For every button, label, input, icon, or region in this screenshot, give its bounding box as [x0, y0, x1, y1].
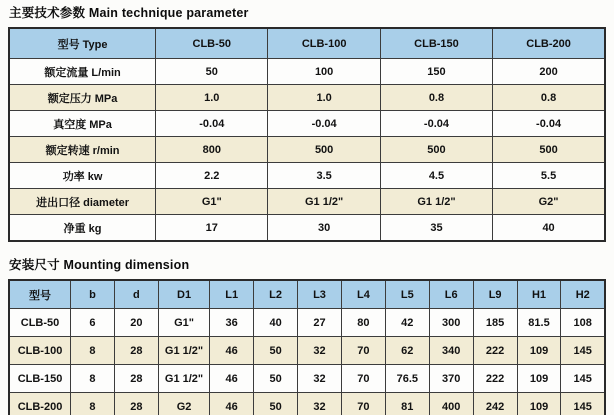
parameter-row: [9, 163, 605, 189]
dimension-value-cell: 27: [298, 309, 342, 337]
dimension-header-cell: L2: [254, 280, 298, 309]
dimension-value-cell: 109: [517, 337, 561, 365]
dimension-header-cell: L9: [473, 280, 517, 309]
dimension-value-cell: G1 1/2": [158, 365, 209, 393]
parameter-value-cell: 150: [380, 59, 492, 85]
dimension-value-cell: 242: [473, 393, 517, 415]
model-header-cell: CLB-150: [380, 28, 492, 59]
dimension-value-cell: 109: [517, 365, 561, 393]
parameter-value-cell: G1 1/2": [380, 189, 492, 215]
dimension-value-cell: 400: [429, 393, 473, 415]
parameter-value-cell: -0.04: [493, 111, 605, 137]
model-header-cell: CLB-50: [156, 28, 268, 59]
model-header-cell: CLB-200: [493, 28, 605, 59]
dimension-value-cell: G1 1/2": [158, 337, 209, 365]
dimension-row: [9, 337, 605, 365]
parameter-value-cell: 30: [268, 215, 380, 242]
parameter-value-cell: 1.0: [156, 85, 268, 111]
parameter-label-cell: 额定转速 r/min: [9, 137, 156, 163]
dimension-value-cell: 108: [561, 309, 605, 337]
parameter-label-cell: 功率 kw: [9, 163, 156, 189]
dimension-value-cell: 8: [71, 365, 115, 393]
dimension-row: [9, 365, 605, 393]
dimension-value-cell: 46: [210, 337, 254, 365]
dimension-value-cell: 28: [114, 393, 158, 415]
technique-parameter-table-body: [9, 59, 605, 242]
mounting-dimension-title: 安装尺寸 Mounting dimension: [9, 258, 190, 272]
parameter-value-cell: 500: [493, 137, 605, 163]
dimension-value-cell: 32: [298, 337, 342, 365]
parameter-value-cell: G1": [156, 189, 268, 215]
parameter-value-cell: 35: [380, 215, 492, 242]
dimension-value-cell: 40: [254, 309, 298, 337]
model-header-cell: CLB-100: [268, 28, 380, 59]
dimension-value-cell: 222: [473, 337, 517, 365]
dimension-value-cell: 222: [473, 365, 517, 393]
dimension-row: [9, 309, 605, 337]
dimension-value-cell: 20: [114, 309, 158, 337]
parameter-value-cell: 50: [156, 59, 268, 85]
parameter-label-cell: 额定流量 L/min: [9, 59, 156, 85]
dimension-value-cell: 80: [341, 309, 385, 337]
dimension-value-cell: G1": [158, 309, 209, 337]
dimension-value-cell: 8: [71, 393, 115, 415]
mounting-dimension-table: [8, 279, 606, 415]
dimension-value-cell: 300: [429, 309, 473, 337]
parameter-value-cell: G2": [493, 189, 605, 215]
dimension-value-cell: 76.5: [385, 365, 429, 393]
dimension-value-cell: 42: [385, 309, 429, 337]
parameter-row: [9, 111, 605, 137]
dimension-value-cell: 32: [298, 393, 342, 415]
parameter-value-cell: 100: [268, 59, 380, 85]
parameter-value-cell: 2.2: [156, 163, 268, 189]
dimension-value-cell: 340: [429, 337, 473, 365]
dimension-row: [9, 393, 605, 415]
dimension-value-cell: G2: [158, 393, 209, 415]
dimension-value-cell: 36: [210, 309, 254, 337]
dimension-value-cell: 50: [254, 393, 298, 415]
dimension-value-cell: 70: [341, 337, 385, 365]
parameter-value-cell: -0.04: [268, 111, 380, 137]
parameter-label-cell: 净重 kg: [9, 215, 156, 242]
model-name-cell: CLB-150: [9, 365, 71, 393]
parameter-value-cell: 0.8: [380, 85, 492, 111]
parameter-value-cell: -0.04: [380, 111, 492, 137]
dimension-header-cell: L1: [210, 280, 254, 309]
dimension-value-cell: 109: [517, 393, 561, 415]
dimension-header-cell: H1: [517, 280, 561, 309]
dimension-value-cell: 185: [473, 309, 517, 337]
parameter-value-cell: 17: [156, 215, 268, 242]
dimension-header-cell: L6: [429, 280, 473, 309]
dimension-header-cell: L5: [385, 280, 429, 309]
dimension-value-cell: 32: [298, 365, 342, 393]
parameter-value-cell: G1 1/2": [268, 189, 380, 215]
model-name-cell: CLB-100: [9, 337, 71, 365]
parameter-value-cell: 4.5: [380, 163, 492, 189]
technique-parameter-table: [8, 27, 606, 242]
dimension-value-cell: 8: [71, 337, 115, 365]
dimension-value-cell: 50: [254, 337, 298, 365]
parameter-value-cell: 0.8: [493, 85, 605, 111]
parameter-label-cell: 进出口径 diameter: [9, 189, 156, 215]
technique-parameter-title: 主要技术参数 Main technique parameter: [9, 6, 249, 20]
dimension-value-cell: 46: [210, 365, 254, 393]
parameter-value-cell: -0.04: [156, 111, 268, 137]
dimension-value-cell: 370: [429, 365, 473, 393]
model-name-cell: CLB-50: [9, 309, 71, 337]
parameter-value-cell: 1.0: [268, 85, 380, 111]
parameter-row: [9, 189, 605, 215]
dimension-header-cell: b: [71, 280, 115, 309]
parameter-value-cell: 800: [156, 137, 268, 163]
dimension-value-cell: 6: [71, 309, 115, 337]
model-column-header-cell: 型号: [9, 280, 71, 309]
parameter-value-cell: 3.5: [268, 163, 380, 189]
header-row: [9, 28, 605, 59]
mounting-dimension-table-header: [9, 280, 605, 309]
dimension-header-cell: H2: [561, 280, 605, 309]
dimension-value-cell: 145: [561, 365, 605, 393]
parameter-value-cell: 500: [268, 137, 380, 163]
parameter-value-cell: 200: [493, 59, 605, 85]
parameter-row: [9, 215, 605, 242]
parameter-row: [9, 59, 605, 85]
dimension-value-cell: 70: [341, 365, 385, 393]
dimension-value-cell: 28: [114, 365, 158, 393]
parameter-value-cell: 40: [493, 215, 605, 242]
dimension-value-cell: 145: [561, 393, 605, 415]
dimension-value-cell: 62: [385, 337, 429, 365]
dimension-header-cell: L3: [298, 280, 342, 309]
dimension-value-cell: 50: [254, 365, 298, 393]
technique-parameter-table-header: [9, 28, 605, 59]
dimension-value-cell: 28: [114, 337, 158, 365]
dimension-header-cell: D1: [158, 280, 209, 309]
parameter-value-cell: 5.5: [493, 163, 605, 189]
dimension-value-cell: 70: [341, 393, 385, 415]
mounting-dimension-table-body: [9, 309, 605, 415]
parameter-label-cell: 额定压力 MPa: [9, 85, 156, 111]
dimension-value-cell: 46: [210, 393, 254, 415]
dimension-value-cell: 81.5: [517, 309, 561, 337]
parameter-label-cell: 真空度 MPa: [9, 111, 156, 137]
dimension-value-cell: 81: [385, 393, 429, 415]
dimension-value-cell: 145: [561, 337, 605, 365]
dimension-header-cell: L4: [341, 280, 385, 309]
header-row: [9, 280, 605, 309]
parameter-row: [9, 137, 605, 163]
model-type-header-cell: 型号 Type: [9, 28, 156, 59]
dimension-header-cell: d: [114, 280, 158, 309]
parameter-value-cell: 500: [380, 137, 492, 163]
parameter-row: [9, 85, 605, 111]
model-name-cell: CLB-200: [9, 393, 71, 415]
